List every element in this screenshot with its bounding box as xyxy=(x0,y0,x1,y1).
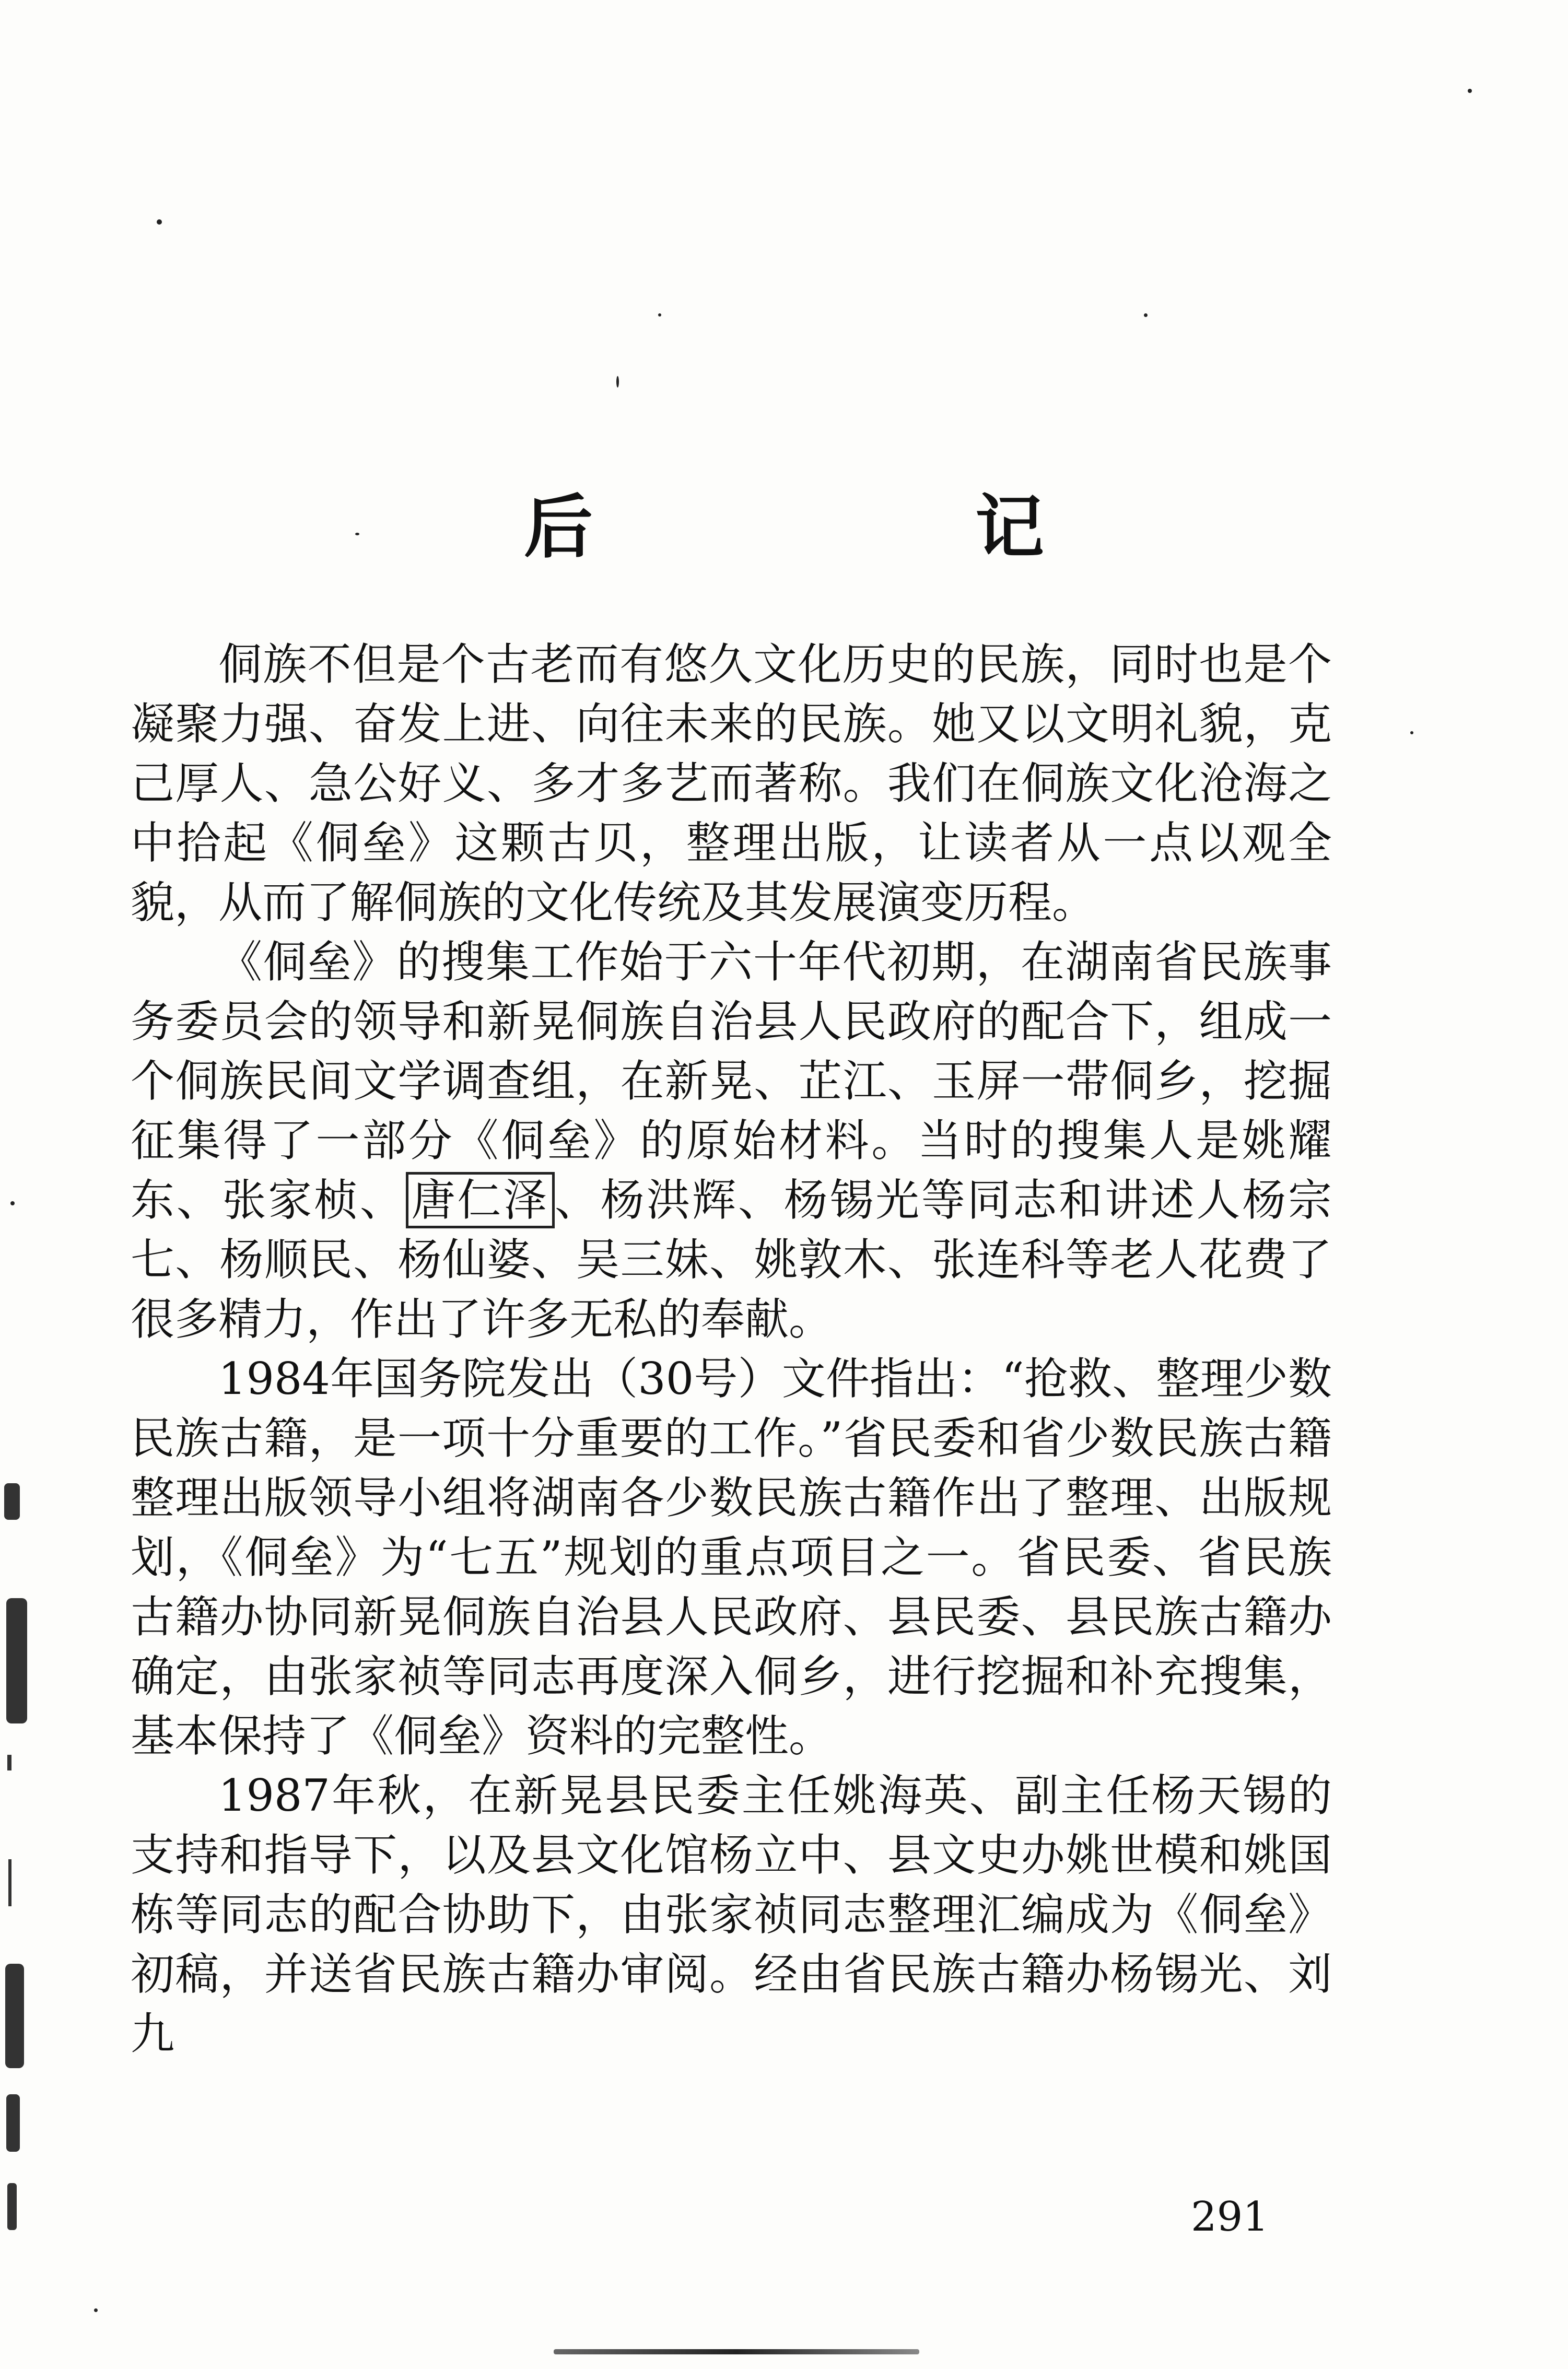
paragraph-2-after: 、杨洪辉、杨锡光等同志和讲述人杨宗七、杨顺民、杨仙婆、吴三妹、姚敦木、张连科等老人花费了很多精力，作出了许多无私的奉献。 xyxy=(131,1175,1332,1345)
margin-mark xyxy=(7,2183,17,2230)
margin-mark xyxy=(6,2094,20,2152)
body-text xyxy=(131,635,1332,2063)
page-title: 后 记 xyxy=(524,487,1201,568)
paragraph-2 xyxy=(131,932,1332,1349)
scan-speck xyxy=(1144,313,1148,317)
scan-edge xyxy=(554,2349,919,2354)
paragraph-1: 侗族不但是个古老而有悠久文化历史的民族，同时也是个凝聚力强、奋发上进、向往未来的民族。她又以文明礼貌，克己厚人、急公好义、多才多艺而著称。我们在侗族文化沧海之中拾起《侗垒》这颗古贝，整理出版，让读者从一点以观全貌，从而了解侗族的文化传统及其发展演变历程。 xyxy=(131,639,1332,928)
paragraph-3: 1984年国务院发出（30号）文件指出：“抢救、整理少数民族古籍，是一项十分重要的工作。”省民委和省少数民族古籍整理出版领导小组将湖南各少数民族古籍作出了整理、出版规划，《侗垒》为“七五”规划的重点项目之一。省民委、省民族古籍办协同新晃侗族自治县人民政府、县民委、县民族古籍办确定，由张家祯等同志再度深入侗乡，进行挖掘和补充搜集，基本保持了《侗垒》资料的完整性。 xyxy=(131,1353,1332,1762)
margin-mark xyxy=(5,1964,24,2068)
scan-speck xyxy=(94,2308,98,2312)
scan-speck xyxy=(10,1201,15,1205)
page-number: 291 xyxy=(1191,2194,1269,2241)
margin-mark xyxy=(4,1483,20,1520)
margin-mark xyxy=(7,1755,11,1770)
scan-speck xyxy=(1468,89,1472,93)
paragraph-2-before: 《侗垒》的搜集工作始于六十年代初期，在湖南省民族事务委员会的领导和新晃侗族自治县人民政府的配合下，组成一个侗族民间文学调查组，在新晃、芷江、玉屏一带侗乡，挖掘征集得了一部分《侗垒》的原始材料。当时的搜集人是姚耀东、张家桢、 xyxy=(131,936,1332,1226)
scan-speck xyxy=(157,219,162,225)
scan-speck xyxy=(616,376,619,388)
scan-speck xyxy=(1410,731,1413,734)
paragraph-4: 1987年秋，在新晃县民委主任姚海英、副主任杨天锡的支持和指导下，以及县文化馆杨立中、县文史办姚世模和姚国栋等同志的配合协助下，由张家祯同志整理汇编成为《侗垒》初稿，并送省民族古籍办审阅。经由省民族古籍办杨锡光、刘九 xyxy=(131,1770,1332,2059)
scan-speck xyxy=(658,313,661,316)
boxed-name: 唐仁泽 xyxy=(406,1172,555,1228)
margin-mark xyxy=(6,1598,27,1723)
margin-mark xyxy=(8,1859,11,1906)
